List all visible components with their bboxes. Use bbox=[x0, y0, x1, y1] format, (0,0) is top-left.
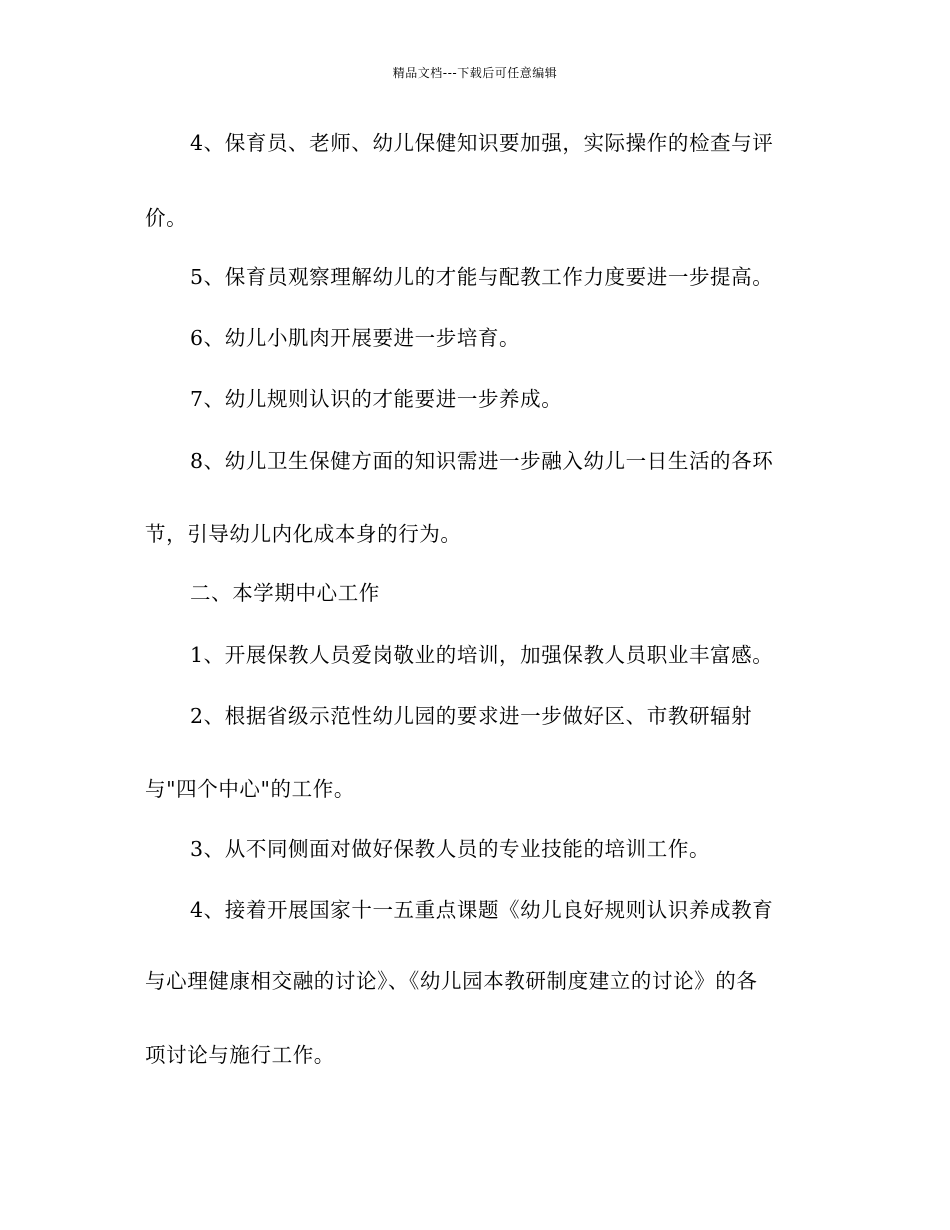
paragraph-line: 8、幼儿卫生保健方面的知识需进一步融入幼儿一日生活的各环 bbox=[190, 449, 774, 473]
paragraph-line: 1、开展保教人员爱岗敬业的培训，加强保教人员职业丰富感。 bbox=[190, 643, 774, 667]
paragraph-line: 与"四个中心"的工作。 bbox=[145, 777, 355, 801]
paragraph-line: 5、保育员观察理解幼儿的才能与配教工作力度要进一步提高。 bbox=[190, 265, 774, 289]
paragraph-line: 4、保育员、老师、幼儿保健知识要加强，实际操作的检查与评 bbox=[190, 131, 774, 155]
paragraph-line: 节，引导幼儿内化成本身的行为。 bbox=[145, 522, 462, 546]
paragraph-line: 项讨论与施行工作。 bbox=[145, 1043, 335, 1067]
section-heading: 二、本学期中心工作 bbox=[190, 581, 380, 605]
paragraph-line: 7、幼儿规则认识的才能要进一步养成。 bbox=[190, 387, 563, 411]
paragraph-line: 6、幼儿小肌肉开展要进一步培育。 bbox=[190, 326, 521, 350]
paragraph-line: 4、接着开展国家十一五重点课题《幼儿良好规则认识养成教育 bbox=[190, 898, 774, 922]
paragraph-line: 与心理健康相交融的讨论》、《幼儿园本教研制度建立的讨论》的各 bbox=[145, 969, 758, 993]
paragraph-line: 价。 bbox=[145, 206, 188, 230]
page-header: 精品文档---下载后可任意编辑 bbox=[392, 66, 558, 80]
paragraph-line: 2、根据省级示范性幼儿园的要求进一步做好区、市教研辐射 bbox=[190, 704, 753, 728]
paragraph-line: 3、从不同侧面对做好保教人员的专业技能的培训工作。 bbox=[190, 837, 711, 861]
